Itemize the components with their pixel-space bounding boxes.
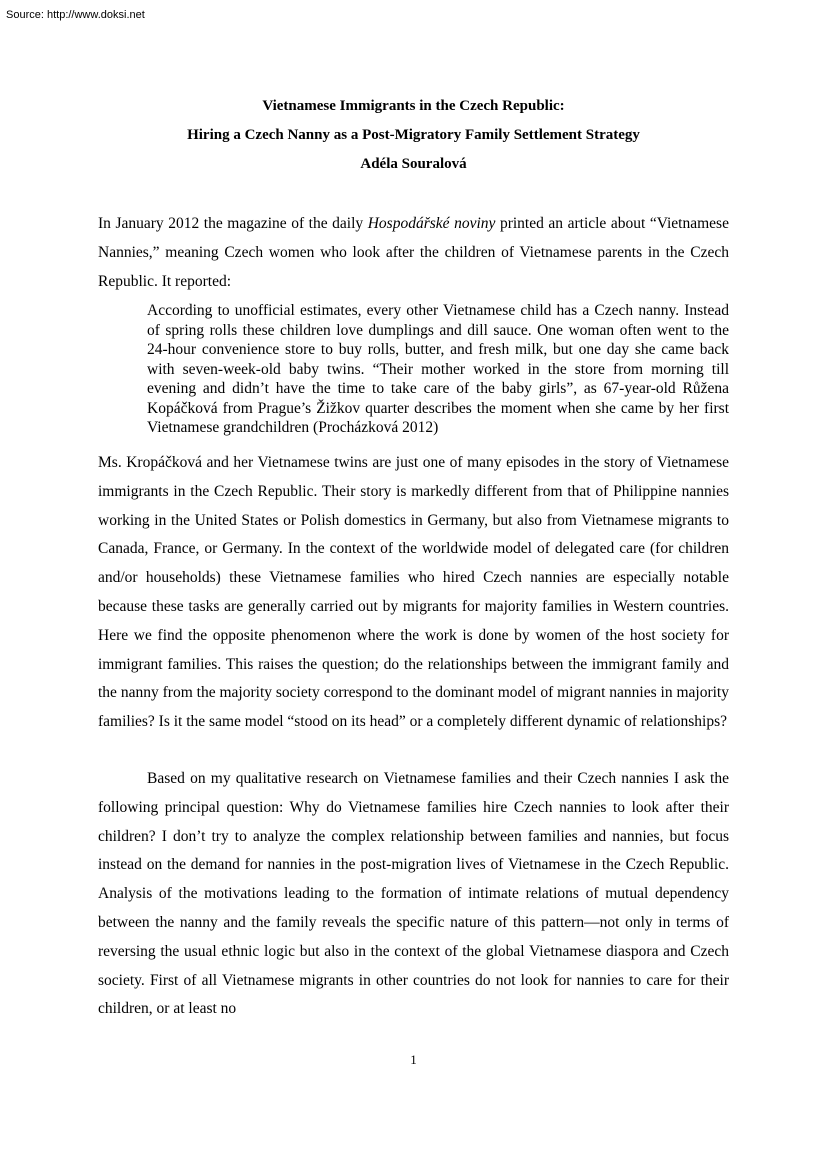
title-block — [98, 99, 729, 186]
body-paragraph-3: Based on my qualitative research on Vietnamese families and their Czech nannies I ask the following principal question: Why do Vietnamese families hire Czech nannies to look after their children? I don’t try to analyze the complex relationship between families and nannies, but focus instead on the demand for nannies in the post-migration lives of Vietnamese in the Czech Republic. Analysis of the motivations leading to the formation of intimate relations of mutual dependency between the nanny and the family reveals the specific nature of this pattern—not only in terms of reversing the usual ethnic logic but also in the context of the global Vietnamese diaspora and Czech society. First of all Vietnamese migrants in other countries do not look for nannies to care for their children, or at least no — [98, 770, 729, 1018]
intro-text-before: In January 2012 the magazine of the daily — [98, 215, 368, 232]
newspaper-title: Hospodářské noviny — [367, 215, 496, 232]
source-line: Source: http://www.doksi.net — [6, 9, 145, 21]
intro-paragraph — [98, 210, 729, 296]
body-paragraph-2: Ms. Kropáčková and her Vietnamese twins are just one of many episodes in the story of Vietnamese immigrants in the Czech Republic. Their story is markedly different from that of Philippine nannies working in the United States or Polish domestics in Germany, but also from Vietnamese migrants to Canada, France, or Germany. In the context of the worldwide model of delegated care (for children and/or households) these Vietnamese families who hired Czech nannies are especially notable because these tasks are generally carried out by migrants for majority families in Western countries. Here we find the opposite phenomenon where the work is done by women of the host society for immigrant families. This raises the question; do the relationships between the immigrant family and the nanny from the majority society correspond to the dominant model of migrant nannies in majority families? Is it the same model “stood on its head” or a completely different dynamic of relationships? — [98, 454, 729, 731]
author: Adéla Souralová — [360, 156, 467, 172]
title-line-1: Vietnamese Immigrants in the Czech Republic: — [262, 98, 565, 114]
block-quote: According to unofficial estimates, every other Vietnamese child has a Czech nanny. Instead of spring rolls these children love dumplings and dill sauce. One woman often went to the 24-hour convenience store to buy rolls, butter, and fresh milk, but one day she came back with seven-week-old baby twins. “Their mother worked in the store from morning till evening and didn’t have the time to take care of the baby girls”, as 67-year-old Růžena Kopáčková from Prague’s Žižkov quarter describes the moment when she came by her first Vietnamese grandchildren (Procházková 2012) — [147, 302, 729, 436]
intro-text-after: printed an article about “Vietnamese Nannies,” meaning Czech women who look after the children of Vietnamese parents in the Czech Republic. It reported: — [98, 215, 729, 290]
page-number: 1 — [410, 1052, 417, 1067]
title-line-2: Hiring a Czech Nanny as a Post-Migratory Family Settlement Strategy — [187, 127, 640, 143]
